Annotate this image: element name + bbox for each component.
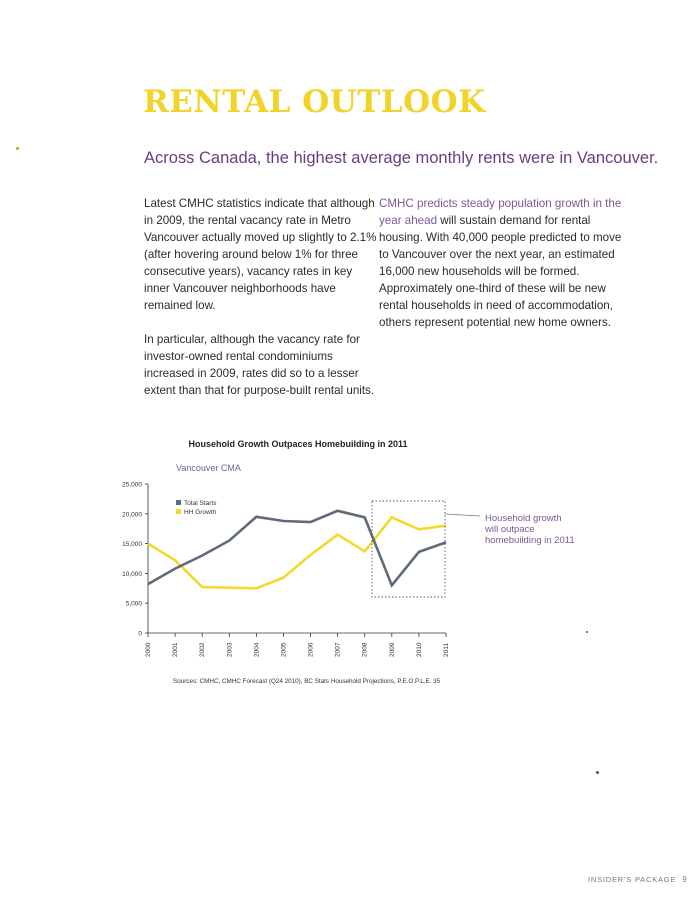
y-tick-label: 10,000 — [122, 570, 142, 578]
series-line-hh-growth — [148, 517, 446, 588]
right-paragraph-highlight: CMHC predicts steady population growth in the year ahead — [379, 197, 622, 227]
y-tick-label: 5,000 — [125, 600, 142, 608]
legend-label-hh-growth: HH Growth — [184, 509, 217, 516]
x-tick-label: 2008 — [361, 642, 369, 657]
annotation-leader — [445, 514, 480, 516]
x-tick-label: 2007 — [334, 642, 342, 657]
y-tick-label: 0 — [138, 630, 142, 638]
x-tick-label: 2010 — [415, 642, 423, 657]
chart-axes — [122, 482, 450, 658]
chart-title: Household Growth Outpaces Homebuilding in 2011 — [188, 439, 408, 449]
page-number: 9 — [682, 875, 688, 884]
y-tick-label: 25,000 — [122, 481, 142, 489]
page-subtitle: Across Canada, the highest average monthly rents were in Vancouver. — [144, 149, 659, 167]
left-paragraph-1: Latest CMHC statistics indicate that although in 2009, the rental vacancy rate in Metro Vancouver actually moved up slightly to 2.1% (after hovering around below 1% for three consecutive years), vacancy rates in key inner Vancouver neighborhoods have remained low. — [144, 197, 377, 312]
y-tick-label: 20,000 — [122, 511, 142, 519]
legend-swatch-hh-growth — [176, 509, 181, 514]
x-tick-label: 2004 — [253, 642, 261, 657]
y-tick-label: 15,000 — [122, 541, 142, 549]
chart-annotation: Household growth will outpace homebuilding in 2011 — [485, 513, 575, 546]
page-title: RENTAL OUTLOOK — [143, 84, 486, 120]
x-tick-label: 2011 — [443, 643, 450, 657]
highlight-box — [372, 501, 445, 597]
x-tick-label: 2001 — [172, 642, 180, 657]
chart-legend — [176, 500, 217, 516]
x-tick-label: 2005 — [280, 642, 288, 657]
footer-label: INSIDER'S PACKAGE — [588, 875, 677, 884]
page-footer — [588, 875, 688, 884]
legend-label-total-starts: Total Starts — [184, 500, 217, 507]
chart-source: Sources: CMHC, CMHC Forecast (Q24 2010), BC Stats Household Projections, P.E.O.P.L.E. 35 — [173, 678, 441, 685]
scan-speck — [586, 631, 588, 633]
chart-series — [148, 511, 446, 589]
legend-swatch-total-starts — [176, 500, 181, 505]
x-tick-label: 2000 — [145, 642, 152, 657]
right-paragraph-body: will sustain demand for rental housing. With 40,000 people predicted to move to Vancouver over the next year, an estimated 16,000 new households will be formed. Approximately one-third of these will be new rental households in need of accommodation, others represent potential new home owners. — [379, 214, 622, 329]
scan-speck — [596, 771, 599, 774]
x-tick-label: 2006 — [307, 642, 315, 657]
x-tick-label: 2002 — [199, 642, 207, 657]
x-tick-label: 2003 — [226, 642, 234, 657]
chart-subtitle: Vancouver CMA — [176, 463, 241, 473]
x-tick-label: 2009 — [388, 642, 396, 657]
scan-speck — [16, 147, 19, 150]
left-paragraph-2: In particular, although the vacancy rate for investor-owned rental condominiums increased in 2009, rates did so to a lesser extent than that for purpose-built rental units. — [144, 333, 375, 397]
